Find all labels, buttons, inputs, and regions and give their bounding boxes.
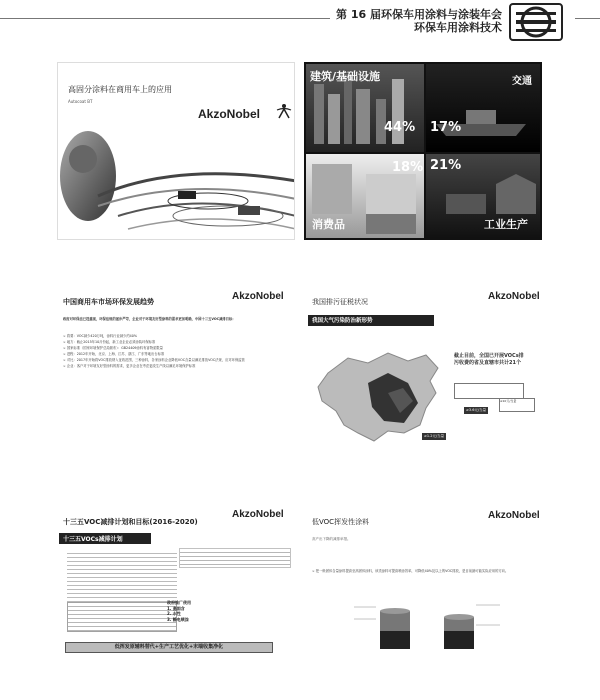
slide4-banner: 我国大气污染防治新形势	[308, 315, 434, 326]
slide-lowvoc	[304, 502, 542, 680]
tile-label: 消费品	[312, 218, 345, 231]
akzonobel-logo: AkzoNobel	[488, 291, 540, 302]
slide-plan	[57, 502, 295, 680]
slide4-title: 我国排污征税状况	[312, 298, 368, 306]
header-title	[336, 8, 502, 34]
slide6-paragraph: ➢ 把一般固体含量涂料提高至高固体涂料，该类涂料可提高喷涂效率，可降低40%及以上的VOC排放，是目前最可能实际应用的方向。	[312, 569, 509, 573]
akzonobel-logo: AkzoNobel	[198, 107, 261, 121]
header-rule	[0, 18, 330, 19]
akzonobel-figure-icon	[276, 103, 292, 119]
list-item: ➢ 地方：截止2015年10月份起，新工业企业必须涂装环保标准	[63, 339, 289, 345]
note-box	[179, 548, 291, 568]
tax-tag: ≥1.2元/当量	[424, 434, 445, 438]
voc-comparison-diagram	[324, 597, 524, 657]
tile-percent: 44%	[384, 120, 416, 135]
slide6-subtitle: 高产出下降的减排举措。	[312, 537, 351, 541]
market-tile	[306, 154, 424, 238]
slide5-summary: 低挥发原辅料替代+生产工艺优化+末端收集净化	[65, 642, 273, 653]
akzonobel-logo: AkzoNobel	[488, 510, 540, 521]
slide-trend	[57, 283, 295, 461]
slide3-title: 中国商用车市场环保发展趋势	[63, 298, 154, 306]
plan-item: 2. 水性	[167, 611, 181, 616]
slide3-list	[63, 333, 289, 369]
plan-item: 3. 静电喷涂	[167, 616, 189, 622]
hero-image	[58, 121, 295, 240]
tile-label: 工业生产	[484, 218, 528, 231]
list-item: ➢ 对比：2017年开始将VOC排放纳入征收范围，三种涂料，各家涂料企业降低VOC含量以满足排放VOC法规，应对环保监管	[63, 357, 289, 363]
journal-logo-icon	[508, 2, 564, 42]
list-item: ➢ 国家标准（国家环境保护总局颁布）：GB24409涂料有害物质限量	[63, 345, 289, 351]
tile-percent: 17%	[430, 120, 462, 135]
akzonobel-logo: AkzoNobel	[232, 509, 284, 520]
slide5-banner: 十三五VOCs减排计划	[59, 533, 151, 544]
tile-percent: 18%	[392, 160, 424, 175]
header-line-2: 环保车用涂料技术	[414, 21, 502, 34]
slide6-title: 低VOC挥发性涂料	[312, 518, 370, 526]
slide1-title: 高固分涂料在商用车上的应用	[68, 85, 172, 94]
tax-tag: ≥10元/当量	[500, 399, 517, 403]
body-text-block	[67, 550, 177, 604]
slide-markets	[304, 62, 542, 240]
plan-list	[167, 600, 191, 622]
header-line-1: 第 16 届环保车用涂料与涂装年会	[336, 8, 502, 21]
plan-item: 1. 高固含	[167, 605, 185, 611]
list-item: ➢ 企业：客户对于环境友好型涂料的需求，更多企业在考虑更改生产线以满足环境保护标准	[63, 363, 289, 369]
akzonobel-logo: AkzoNobel	[232, 291, 284, 302]
legend-box	[454, 383, 524, 399]
slide-tax	[304, 283, 542, 461]
slide3-intro: 政府对环保法已趋重视，环保法规的逐步严苛，企业对于环境友好型涂料的需求更加明确，中国十三五VOC减排目标：	[63, 317, 236, 321]
slide5-title: 十三五VOC减排计划和目标(2016-2020)	[63, 518, 198, 526]
header-rule-right	[575, 18, 600, 19]
detail-box	[67, 602, 177, 632]
tile-label: 建筑/基础设施	[310, 70, 381, 83]
list-item: ➢ 将要：VOC减少420万吨，涂料行业减少约40%	[63, 333, 289, 339]
market-tile	[306, 64, 424, 152]
slide1-subtitle: Autocoat BT	[68, 99, 93, 104]
tile-label: 交通	[512, 76, 532, 87]
slide-title	[57, 62, 295, 240]
market-tile	[426, 154, 540, 238]
slide4-note: 截止目前，全国已开展VOCs排污收费的省及直辖市共计21个	[454, 353, 524, 366]
tax-tag: ≥3.6元/当量	[466, 408, 487, 412]
list-item: ➢ 进程：2012年开始，北京、上海、江苏、浙江、广东等地出台标准	[63, 351, 289, 357]
tax-tag-box	[499, 398, 535, 412]
plan-item: 政府推广使用	[167, 600, 191, 605]
market-tile	[426, 64, 540, 152]
tile-percent: 21%	[430, 158, 462, 173]
